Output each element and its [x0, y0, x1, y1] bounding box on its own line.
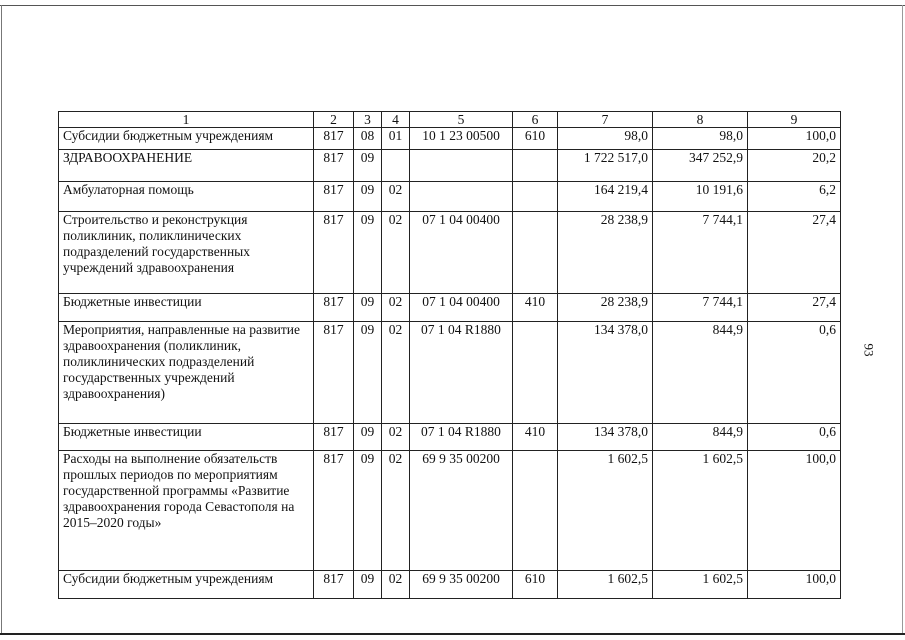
- cell-target-code: [410, 150, 513, 182]
- cell-col7: 98,0: [558, 128, 653, 150]
- cell-expense-type: [513, 322, 558, 424]
- column-header: 2: [314, 112, 354, 128]
- cell-ministry: 817: [314, 294, 354, 322]
- column-header: 6: [513, 112, 558, 128]
- row-name: Расходы на выполнение обязательств прошлых периодов по мероприятиям государственной программы «Развитие здравоохранения города Севастополя на 2015–2020 годы»: [59, 451, 314, 571]
- cell-target-code: [410, 182, 513, 212]
- cell-col8: 7 744,1: [653, 212, 748, 294]
- cell-ministry: 817: [314, 128, 354, 150]
- cell-target-code: 07 1 04 00400: [410, 212, 513, 294]
- cell-ministry: 817: [314, 424, 354, 451]
- row-name: Субсидии бюджетным учреждениям: [59, 128, 314, 150]
- cell-section: 09: [354, 182, 382, 212]
- column-header: 5: [410, 112, 513, 128]
- cell-subsection: 02: [382, 451, 410, 571]
- cell-col9: 100,0: [748, 451, 841, 571]
- cell-expense-type: [513, 212, 558, 294]
- cell-ministry: 817: [314, 571, 354, 599]
- column-header: 1: [59, 112, 314, 128]
- cell-ministry: 817: [314, 451, 354, 571]
- cell-subsection: 01: [382, 128, 410, 150]
- page-border-top: [0, 5, 905, 6]
- cell-section: 08: [354, 128, 382, 150]
- cell-section: 09: [354, 424, 382, 451]
- row-name: Бюджетные инвестиции: [59, 424, 314, 451]
- cell-expense-type: 610: [513, 571, 558, 599]
- page-border-bottom: [0, 633, 905, 635]
- cell-section: 09: [354, 212, 382, 294]
- cell-col8: 98,0: [653, 128, 748, 150]
- cell-col9: 20,2: [748, 150, 841, 182]
- column-header: 4: [382, 112, 410, 128]
- table-row: [59, 322, 841, 424]
- table-row: [59, 451, 841, 571]
- row-name: Бюджетные инвестиции: [59, 294, 314, 322]
- cell-col8: 1 602,5: [653, 451, 748, 571]
- cell-col9: 100,0: [748, 128, 841, 150]
- cell-section: 09: [354, 294, 382, 322]
- cell-subsection: 02: [382, 182, 410, 212]
- cell-target-code: 07 1 04 R1880: [410, 424, 513, 451]
- cell-subsection: 02: [382, 212, 410, 294]
- cell-expense-type: 610: [513, 128, 558, 150]
- cell-subsection: [382, 150, 410, 182]
- cell-ministry: 817: [314, 182, 354, 212]
- cell-expense-type: 410: [513, 294, 558, 322]
- table-header-row: [59, 112, 841, 128]
- row-name: Субсидии бюджетным учреждениям: [59, 571, 314, 599]
- cell-col7: 164 219,4: [558, 182, 653, 212]
- cell-col8: 1 602,5: [653, 571, 748, 599]
- row-name: Мероприятия, направленные на развитие здравоохранения (поликлиник, поликлинических подразделений государственных учреждений здравоохранения): [59, 322, 314, 424]
- row-name: Амбулаторная помощь: [59, 182, 314, 212]
- table-row: [59, 571, 841, 599]
- page-border-left: [1, 5, 2, 633]
- cell-subsection: 02: [382, 571, 410, 599]
- cell-ministry: 817: [314, 322, 354, 424]
- table-row: [59, 424, 841, 451]
- column-header: 3: [354, 112, 382, 128]
- cell-target-code: 10 1 23 00500: [410, 128, 513, 150]
- cell-col7: 1 602,5: [558, 571, 653, 599]
- cell-col8: 10 191,6: [653, 182, 748, 212]
- cell-subsection: 02: [382, 424, 410, 451]
- cell-target-code: 69 9 35 00200: [410, 571, 513, 599]
- cell-col8: 844,9: [653, 322, 748, 424]
- cell-col7: 1 722 517,0: [558, 150, 653, 182]
- cell-col7: 134 378,0: [558, 322, 653, 424]
- cell-subsection: 02: [382, 294, 410, 322]
- cell-section: 09: [354, 451, 382, 571]
- column-header: 8: [653, 112, 748, 128]
- cell-expense-type: [513, 182, 558, 212]
- cell-col9: 100,0: [748, 571, 841, 599]
- cell-target-code: 07 1 04 R1880: [410, 322, 513, 424]
- cell-col9: 27,4: [748, 294, 841, 322]
- cell-col8: 7 744,1: [653, 294, 748, 322]
- cell-subsection: 02: [382, 322, 410, 424]
- cell-ministry: 817: [314, 150, 354, 182]
- column-header: 9: [748, 112, 841, 128]
- table-row: [59, 150, 841, 182]
- cell-col7: 28 238,9: [558, 294, 653, 322]
- table-row: [59, 212, 841, 294]
- table-row: [59, 182, 841, 212]
- cell-target-code: 07 1 04 00400: [410, 294, 513, 322]
- cell-col7: 1 602,5: [558, 451, 653, 571]
- cell-expense-type: 410: [513, 424, 558, 451]
- row-name: Строительство и реконструкция поликлиник, поликлинических подразделений государственных учреждений здравоохранения: [59, 212, 314, 294]
- cell-col9: 0,6: [748, 424, 841, 451]
- column-header: 7: [558, 112, 653, 128]
- table-row: [59, 128, 841, 150]
- table-row: [59, 294, 841, 322]
- cell-section: 09: [354, 571, 382, 599]
- cell-expense-type: [513, 150, 558, 182]
- cell-section: 09: [354, 322, 382, 424]
- cell-col8: 347 252,9: [653, 150, 748, 182]
- cell-col7: 28 238,9: [558, 212, 653, 294]
- budget-table: [58, 111, 841, 599]
- cell-col9: 27,4: [748, 212, 841, 294]
- cell-target-code: 69 9 35 00200: [410, 451, 513, 571]
- row-name: ЗДРАВООХРАНЕНИЕ: [59, 150, 314, 182]
- page-number: 93: [861, 343, 877, 357]
- cell-col8: 844,9: [653, 424, 748, 451]
- cell-col7: 134 378,0: [558, 424, 653, 451]
- cell-col9: 6,2: [748, 182, 841, 212]
- cell-section: 09: [354, 150, 382, 182]
- cell-ministry: 817: [314, 212, 354, 294]
- page-border-right: [902, 5, 903, 633]
- cell-expense-type: [513, 451, 558, 571]
- cell-col9: 0,6: [748, 322, 841, 424]
